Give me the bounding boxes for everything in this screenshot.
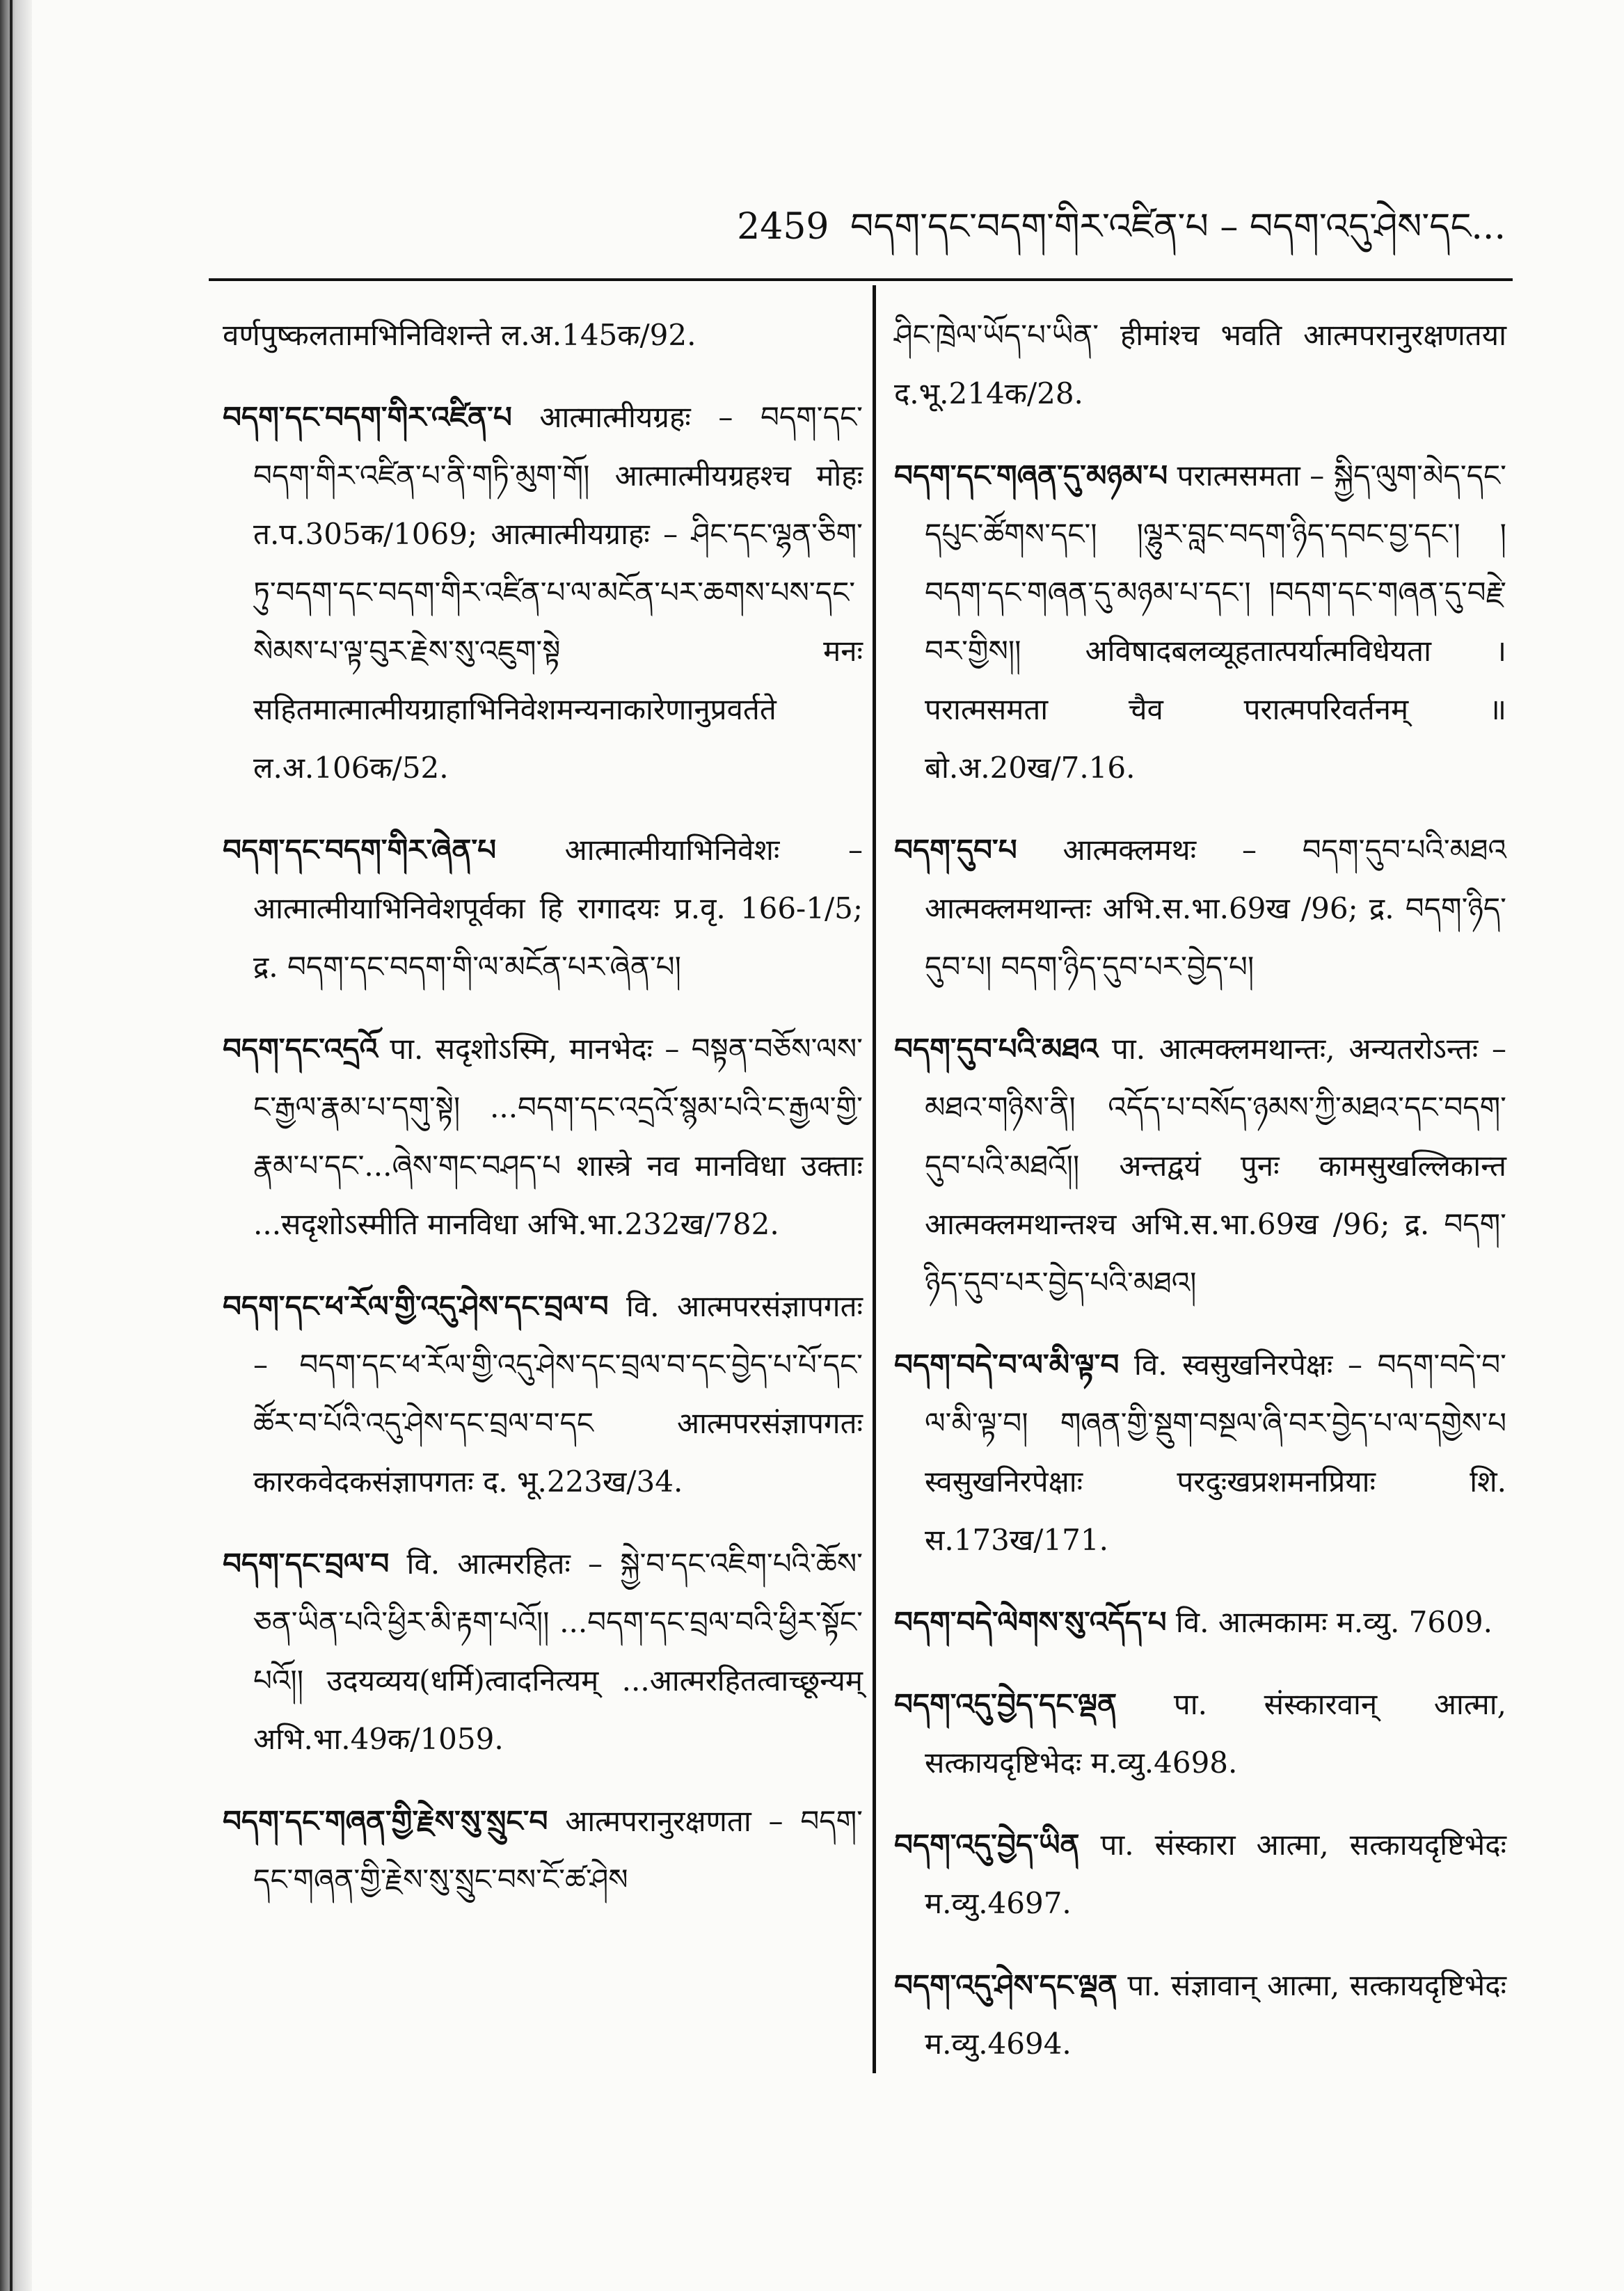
dictionary-entry: [894, 821, 1506, 996]
dictionary-entry: [223, 388, 863, 797]
running-title: བདག་དང་བདག་གིར་འཛིན་པ – བདག་འདུ་ཤེས་དང...: [850, 206, 1506, 248]
entry-headword: བདག་འདུ་ཤེས་དང་ལྡན: [894, 1968, 1117, 2002]
column-divider: [873, 285, 876, 2073]
entry-headword: བདག་བདེ་ལེགས་སུ་འདོད་པ: [894, 1605, 1167, 1639]
entry-body: वि. आत्मपरसंज्ञापगतः – བདག་དང་ཕ་རོལ་གྱི་འདུ་ཤེས་དང་བྲལ་བ་དང་བྱེད་པ་པོ་དང་ཚོར་བ་པོའི་འདུ་ཤེས་དང་བྲལ་བ་དང आत्मपरसंज्ञापगतः कारकवेदकसंज्ञापगतः द. भू.223ख/34.: [253, 1289, 863, 1499]
dictionary-entry: [223, 821, 863, 996]
dictionary-entry: [894, 1956, 1506, 2073]
binding-shadow-line: [10, 0, 13, 2291]
entry-body: वि. आत्मकामः म.व्यु. 7609.: [1166, 1605, 1492, 1639]
entry-body: आत्मात्मीयाभिनिवेशः – आत्मात्मीयाभिनिवेशपूर्वका हि रागादयः प्र.वृ. 166-1/5; द्र. བདག་དང་བདག་གི་ལ་མངོན་པར་ཞེན་པ།: [253, 833, 863, 984]
entry-body: आत्मपरानुरक्षणता – བདག་དང་གཞན་གྱི་རྗེས་སུ་སྲུང་བས་ངོ་ཚ་ཤེས: [253, 1804, 863, 1897]
dictionary-entry: [894, 1816, 1506, 1933]
page-header: [487, 186, 1506, 288]
dictionary-entry: [894, 447, 1506, 797]
entry-body: वि. स्वसुखनिरपेक्षः – བདག་བདེ་བ་ལ་མི་ལྟ་བ། གཞན་གྱི་སྡུག་བསྔལ་ཞི་བར་བྱེད་པ་ལ་དགྱེས་པ स्वसुखनिरपेक्षाः परदुःखप्रशमनप्रियाः शि. स.173ख/171.: [925, 1348, 1506, 1557]
continuation-text: ཤིང་ཁྲེལ་ཡོད་པ་ཡིན་ हीमांश्च भवति आत्मपरानुरक्षणतया द.भू.214क/28.: [894, 318, 1506, 410]
dictionary-entry: [223, 1277, 863, 1511]
entry-body: पा. संज्ञावान् आत्मा, सत्कायदृष्टिभेदः म.व्यु.4694.: [925, 1968, 1506, 2061]
entry-body: आत्मक्लमथः – བདག་དུབ་པའི་མཐའ आत्मक्लमथान्तः अभि.स.भा.69ख /96; द्र. བདག་ཉིད་དུབ་པ། བདག་ཉིད་དུབ་པར་བྱེད་པ།: [925, 833, 1506, 984]
entry-headword: བདག་དང་གཞན་དུ་མཉམ་པ: [894, 458, 1168, 493]
dictionary-entry: [894, 1336, 1506, 1570]
entry-body: पा. आत्मक्लमथान्तः, अन्यतरोऽन्तः – མཐའ་གཉིས་ནི། འདོད་པ་བསོད་ཉམས་ཀྱི་མཐའ་དང་བདག་དུབ་པའི་མཐའོ།། अन्तद्वयं पुनः कामसुखल्लिकान्त आत्मक्लमथान्तश्च अभि.स.भा.69ख /96; द्र. བདག་ཉིད་དུབ་པར་བྱེད་པའི་མཐའ།: [925, 1032, 1506, 1300]
left-column: [223, 306, 863, 1933]
right-column: [894, 306, 1506, 2097]
entry-headword: བདག་དང་འདྲའོ: [223, 1032, 378, 1066]
header-rule: [209, 278, 1513, 281]
entry-body: पा. सदृशोऽस्मि, मानभेदः – བསྟན་བཅོས་ལས་ང་རྒྱལ་རྣམ་པ་དགུ་སྟེ། ...བདག་དང་འདྲའོ་སྙམ་པའི་ང་རྒྱལ་གྱི་རྣམ་པ་དང་...ཞེས་གང་བཤད་པ शास्त्रे नव मानविधा उक्ताः ...सदृशोऽस्मीति मानविधा अभि.भा.232ख/782.: [253, 1032, 863, 1241]
dictionary-entry: [894, 1020, 1506, 1312]
dictionary-entry: [223, 1020, 863, 1254]
dictionary-entry: [223, 1792, 863, 1909]
entry-headword: བདག་འདུ་བྱེད་ཡིན: [894, 1828, 1080, 1862]
entry-body: पा. संस्कारा आत्मा, सत्कायदृष्टिभेदः म.व्यु.4697.: [925, 1828, 1506, 1920]
entry-headword: བདག་དང་ཕ་རོལ་གྱི་འདུ་ཤེས་དང་བྲལ་བ: [223, 1289, 609, 1323]
entry-headword: བདག་བདེ་བ་ལ་མི་ལྟ་བ: [894, 1348, 1120, 1382]
entry-body: परात्मसमता – སྐྱིད་ལུག་མེད་དང་དཔུང་ཚོགས་དང་། །ལྷུར་བླང་བདག་ཉིད་དབང་བྱ་དང་། །བདག་དང་གཞན་དུ་མཉམ་པ་དང་། །བདག་དང་གཞན་དུ་བརྗེ་བར་གྱིས།། अविषादबलव्यूहतात्पर्यात्मविधेयता । परात्मसमता चैव परात्मपरिवर्तनम् ॥ बो.अ.20ख/7.16.: [925, 458, 1506, 785]
entry-body: वि. आत्मरहितः – སྐྱེ་བ་དང་འཇིག་པའི་ཆོས་ཅན་ཡིན་པའི་ཕྱིར་མི་རྟག་པའོ།། ...བདག་དང་བྲལ་བའི་ཕྱིར་སྟོང་པའོ།། उदयव्यय(धर्मि)त्वादनित्यम् ...आत्मरहितत्वाच्छून्यम् अभि.भा.49क/1059.: [253, 1547, 863, 1756]
entry-headword: བདག་དང་གཞན་གྱི་རྗེས་སུ་སྲུང་བ: [223, 1804, 548, 1838]
dictionary-entry: [223, 1535, 863, 1769]
dictionary-entry: [894, 1593, 1506, 1652]
book-binding-edge: [0, 0, 32, 2291]
entry-headword: བདག་དུབ་པ: [894, 833, 1017, 867]
dictionary-entry: [894, 1675, 1506, 1792]
entry-headword: བདག་དང་བྲལ་བ: [223, 1547, 390, 1581]
entry-headword: བདག་དང་བདག་གིར་ཞེན་པ: [223, 833, 497, 867]
entry-body: पा. संस्कारवान् आत्मा, सत्कायदृष्टिभेदः म.व्यु.4698.: [925, 1687, 1506, 1780]
entry-headword: བདག་འདུ་བྱེད་དང་ལྡན: [894, 1687, 1117, 1721]
page-number: 2459: [737, 206, 829, 248]
entry-body: आत्मात्मीयग्रहः – བདག་དང་བདག་གིར་འཛིན་པ་ནི་གཏི་མུག་གོ། आत्मात्मीयग्रहश्च मोहः त.प.305क/1069; आत्मात्मीयग्राहः – ཤིང་དང་ལྷན་ཅིག་ཏུ་བདག་དང་བདག་གིར་འཛིན་པ་ལ་མངོན་པར་ཆགས་པས་དང་སེམས་པ་ལྟ་བུར་རྗེས་སུ་འཇུག་སྟེ मनः सहितमात्मात्मीयग्राहाभिनिवेशमन्यनाकारेणानुप्रवर्तते ल.अ.106क/52.: [253, 400, 863, 785]
continuation-text: वर्णपुष्कलतामभिनिविशन्ते ल.अ.145क/92.: [223, 318, 696, 352]
entry-headword: བདག་དང་བདག་གིར་འཛིན་པ: [223, 400, 512, 434]
entry-headword: བདག་དུབ་པའི་མཐའ: [894, 1032, 1099, 1066]
